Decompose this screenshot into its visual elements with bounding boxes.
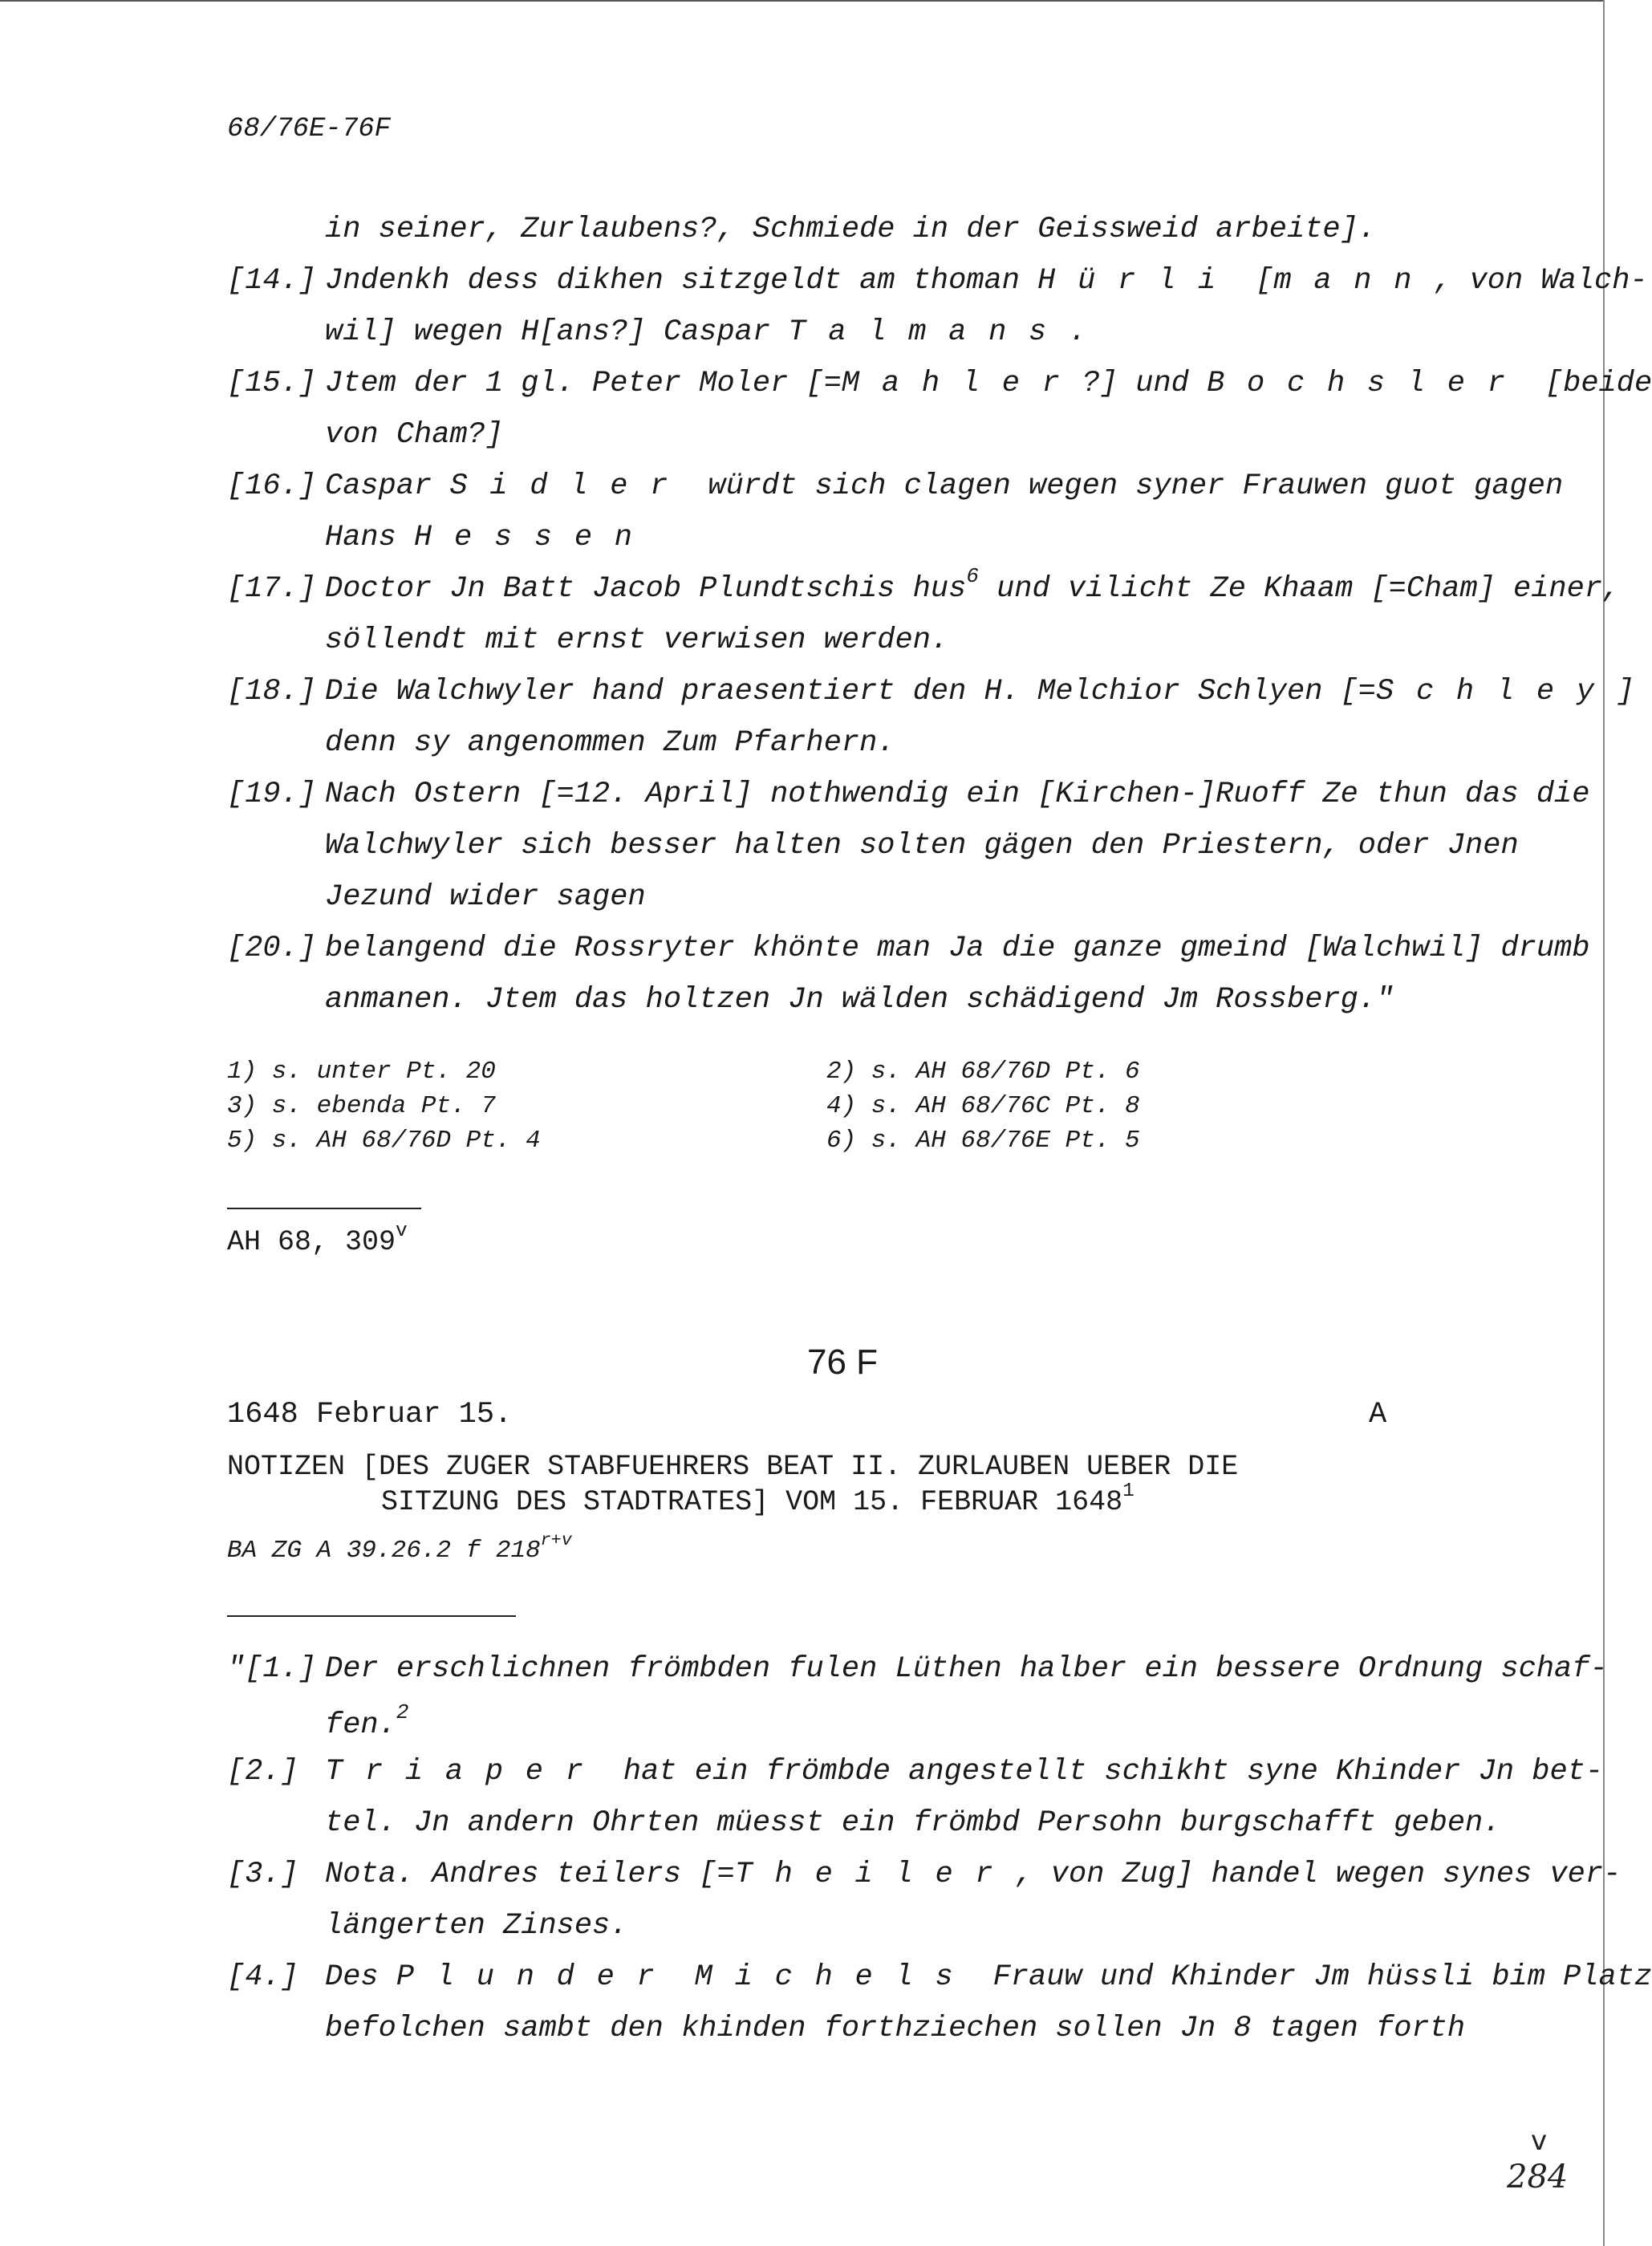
entry-line: tel. Jn andern Ohrten müesst ein frömbd Persohn burgschafft geben. — [325, 1806, 1501, 1840]
entry-number: [17.] — [227, 572, 317, 606]
footnote-marker: 2 — [396, 1700, 409, 1724]
entry-line: Walchwyler sich besser halten solten gägen den Priestern, oder Jnen — [325, 829, 1519, 863]
entry-line: wil] wegen H[ans?] Caspar Talmans. — [325, 315, 1087, 349]
entry-line: befolchen sambt den khinden forthziechen sollen Jn 8 tagen forth — [325, 2012, 1466, 2045]
entry-line: denn sy angenommen Zum Pfarhern. — [325, 726, 895, 760]
entry-line: von Cham?] — [325, 418, 504, 452]
entry-line: Caspar Sidler würdt sich clagen wegen syner Frauwen guot gagen — [325, 469, 1564, 503]
continued-line: in seiner, Zurlaubens?, Schmiede in der Geissweid arbeite]. — [325, 213, 1377, 246]
entry-line: Die Walchwyler hand praesentiert den H. Melchior Schlyen [=Schley] — [325, 675, 1634, 709]
entry-number: [4.] — [227, 1960, 298, 1994]
document-source: BA ZG A 39.26.2 f $218^{r+v}$ — [227, 1529, 572, 1565]
entry-line: fen.$^2$ — [325, 1700, 409, 1742]
footnote-marker: 6 — [966, 563, 979, 588]
entry-line: Nach Ostern [=12. April] nothwendig ein [Kirchen-]Ruoff Ze thun das die — [325, 778, 1590, 811]
entry-number: [16.] — [227, 469, 317, 503]
entry-number: [2.] — [227, 1755, 298, 1789]
entry-line: längerten Zinses. — [325, 1909, 628, 1943]
entry-line: Nota. Andres teilers [=Theiler, von Zug] handel wegen synes ver- — [325, 1858, 1622, 1891]
entry-line: söllendt mit ernst verwisen werden. — [325, 623, 949, 657]
entry-line: anmanen. Jtem das holtzen Jn wälden schädigend Jm Rossberg." — [325, 983, 1394, 1017]
handwritten-check-mark: v — [1531, 2125, 1548, 2157]
entry-line: Jtem der 1 gl. Peter Moler [=Mahler?] und Bochsler [beide — [325, 367, 1652, 400]
entry-number: [19.] — [227, 778, 317, 811]
footnote: 6) s. AH 68/76E Pt. 5 — [826, 1127, 1140, 1155]
separator-rule — [227, 1615, 516, 1617]
scan-right-edge — [1603, 0, 1605, 2246]
archive-reference: AH 68, 309$^v$ — [227, 1220, 408, 1258]
document-number: 76 F — [807, 1342, 879, 1382]
footnote: 4) s. AH 68/76C Pt. 8 — [826, 1092, 1140, 1120]
entry-line: Der erschlichnen frömbden fulen Lüthen halber ein bessere Ordnung schaf- — [325, 1652, 1608, 1686]
footnote: 5) s. AH 68/76D Pt. 4 — [227, 1127, 541, 1155]
footnote: 1) s. unter Pt. 20 — [227, 1058, 496, 1086]
entry-number: "[1.] — [227, 1652, 317, 1686]
footnote: 3) s. ebenda Pt. 7 — [227, 1092, 496, 1120]
entry-number: [15.] — [227, 367, 317, 400]
entry-number: [3.] — [227, 1858, 298, 1891]
entry-number: [18.] — [227, 675, 317, 709]
page-header-ref: 68/76E-76F — [227, 114, 392, 144]
entry-line: Triaper hat ein frömbde angestellt schikht syne Khinder Jn bet- — [325, 1755, 1604, 1789]
document-title: NOTIZEN [DES ZUGER STABFUEHRERS BEAT II. ZURLAUBEN UEBER DIE — [227, 1451, 1239, 1483]
handwritten-page-number: 284 — [1507, 2159, 1569, 2195]
document-title: SITZUNG DES STADTRATES] VOM 15. FEBRUAR 1648$^1$ — [381, 1480, 1134, 1518]
entry-number: [14.] — [227, 264, 317, 298]
entry-number: [20.] — [227, 932, 317, 965]
separator-rule — [227, 1208, 421, 1209]
entry-line: Hans Hessen — [325, 521, 655, 554]
scan-top-edge — [0, 0, 1605, 2]
entry-line: Des Plunder Michels Frauw und Khinder Jm hüssli bim Platz — [325, 1960, 1652, 1994]
entry-line: belangend die Rossryter khönte man Ja die ganze gmeind [Walchwil] drumb — [325, 932, 1590, 965]
entry-line: Doctor Jn Batt Jacob Plundtschis hus$^6$ und vilicht Ze Khaam [=Cham] einer, — [325, 563, 1621, 606]
document-date: 1648 Februar 15. — [227, 1398, 513, 1432]
entry-line: Jndenkh dess dikhen sitzgeldt am thoman Hürli [mann, von Walch- — [325, 264, 1648, 298]
document-letter: A — [1369, 1398, 1387, 1432]
entry-line: Jezund wider sagen — [325, 880, 646, 914]
footnote: 2) s. AH 68/76D Pt. 6 — [826, 1058, 1140, 1086]
